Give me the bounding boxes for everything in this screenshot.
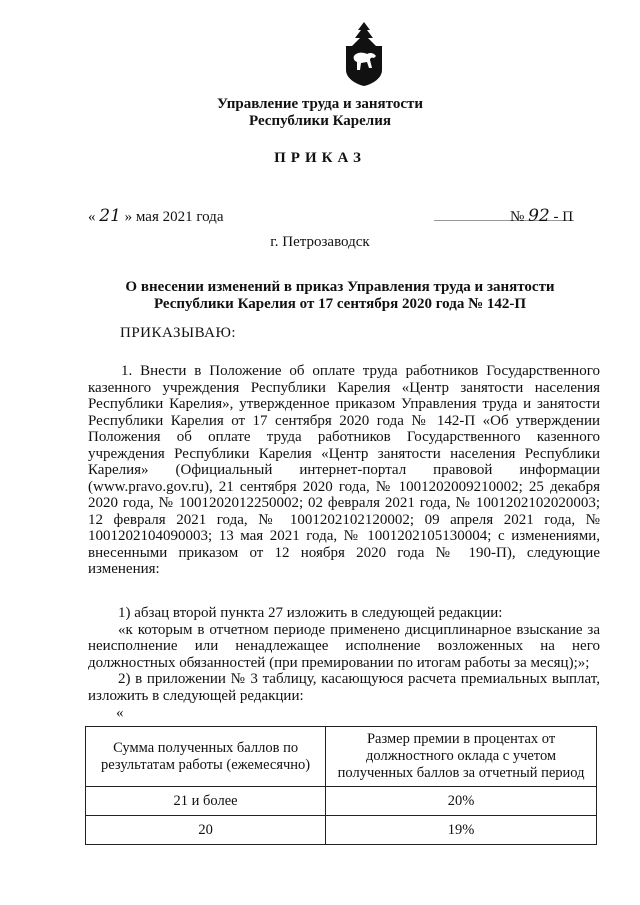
document-number (510, 206, 573, 226)
table-open-quote: « (116, 705, 124, 721)
table-header-score: Сумма полученных баллов по результатам работы (ежемесячно) (86, 727, 326, 787)
city: г. Петрозаводск (270, 234, 370, 250)
table-row (86, 787, 597, 816)
table-row (86, 816, 597, 845)
table-cell-premium: 20% (326, 787, 597, 816)
org-line-2: Республики Карелия (249, 113, 391, 129)
quote-left: « (88, 209, 96, 225)
quote-right: » (124, 209, 133, 225)
paragraph-1: 1. Внести в Положение об оплате труда работников Государственного казенного учреждения Республики Карелия «Центр занятости населения Республики Карелия», утвержденное приказом Управления труда и занятости Республики Карелия от 17 сентября 2020 года № 142-П «Об утверждении Положения об оплате труда работников Государственного казенного учреждения Республики Карелия «Центр занятости населения Республики Карелия» (Официальный интернет-портал правовой информации (www.pravo.gov.ru), 21 сентября 2020 года, № 1001202009210002; 25 декабря 2020 года, № 1001202012250002; 02 февраля 2021 года, № 1001202102020003; 12 февраля 2021 года, № 1001202102120002; 09 апреля 2021 года, № 1001202104090003; 13 мая 2021 года, № 1001202105130004; с изменениями, внесенными приказом от 12 ноября 2020 года № 190-П), следующие изменения: (88, 363, 600, 577)
subject-line-2: Республики Карелия от 17 сентября 2020 года № 142-П (153, 296, 527, 312)
number-prefix: № (510, 209, 525, 225)
table-cell-score: 20 (86, 816, 326, 845)
number-suffix: - П (553, 209, 574, 225)
table-cell-premium: 19% (326, 816, 597, 845)
table-cell-score: 21 и более (86, 787, 326, 816)
item-1-intro: 1) абзац второй пункта 27 изложить в следующей редакции: (118, 605, 503, 621)
premium-table (85, 726, 597, 845)
document-date (88, 206, 223, 226)
paragraph-items (88, 605, 600, 704)
document-subject (100, 279, 580, 313)
table-header-row (86, 727, 597, 787)
table-header-premium: Размер премии в процентах от должностного оклада с учетом полученных баллов за отчетный период (326, 727, 597, 787)
number-handwritten: 92 (528, 206, 550, 226)
month-year: мая 2021 года (135, 209, 224, 225)
item-1-text: «к которым в отчетном периоде применено дисциплинарное взыскание за неисполнение или ненадлежащее исполнение возложенных на него должностных обязанностей (при премировании по итогам работы за месяц);»; (88, 621, 600, 671)
document-type: ПРИКАЗ (274, 150, 366, 166)
item-2-text: 2) в приложении № 3 таблицу, касающуюся расчета премиальных выплат, изложить в следующей редакции: (88, 671, 600, 704)
decree-word: ПРИКАЗЫВАЮ: (120, 325, 237, 341)
organization-name (0, 96, 640, 130)
org-line-1: Управление труда и занятости (216, 96, 424, 112)
day-handwritten: 21 (99, 206, 121, 226)
subject-line-1: О внесении изменений в приказ Управления труда и занятости (125, 279, 555, 295)
karelia-emblem-icon (343, 22, 385, 86)
